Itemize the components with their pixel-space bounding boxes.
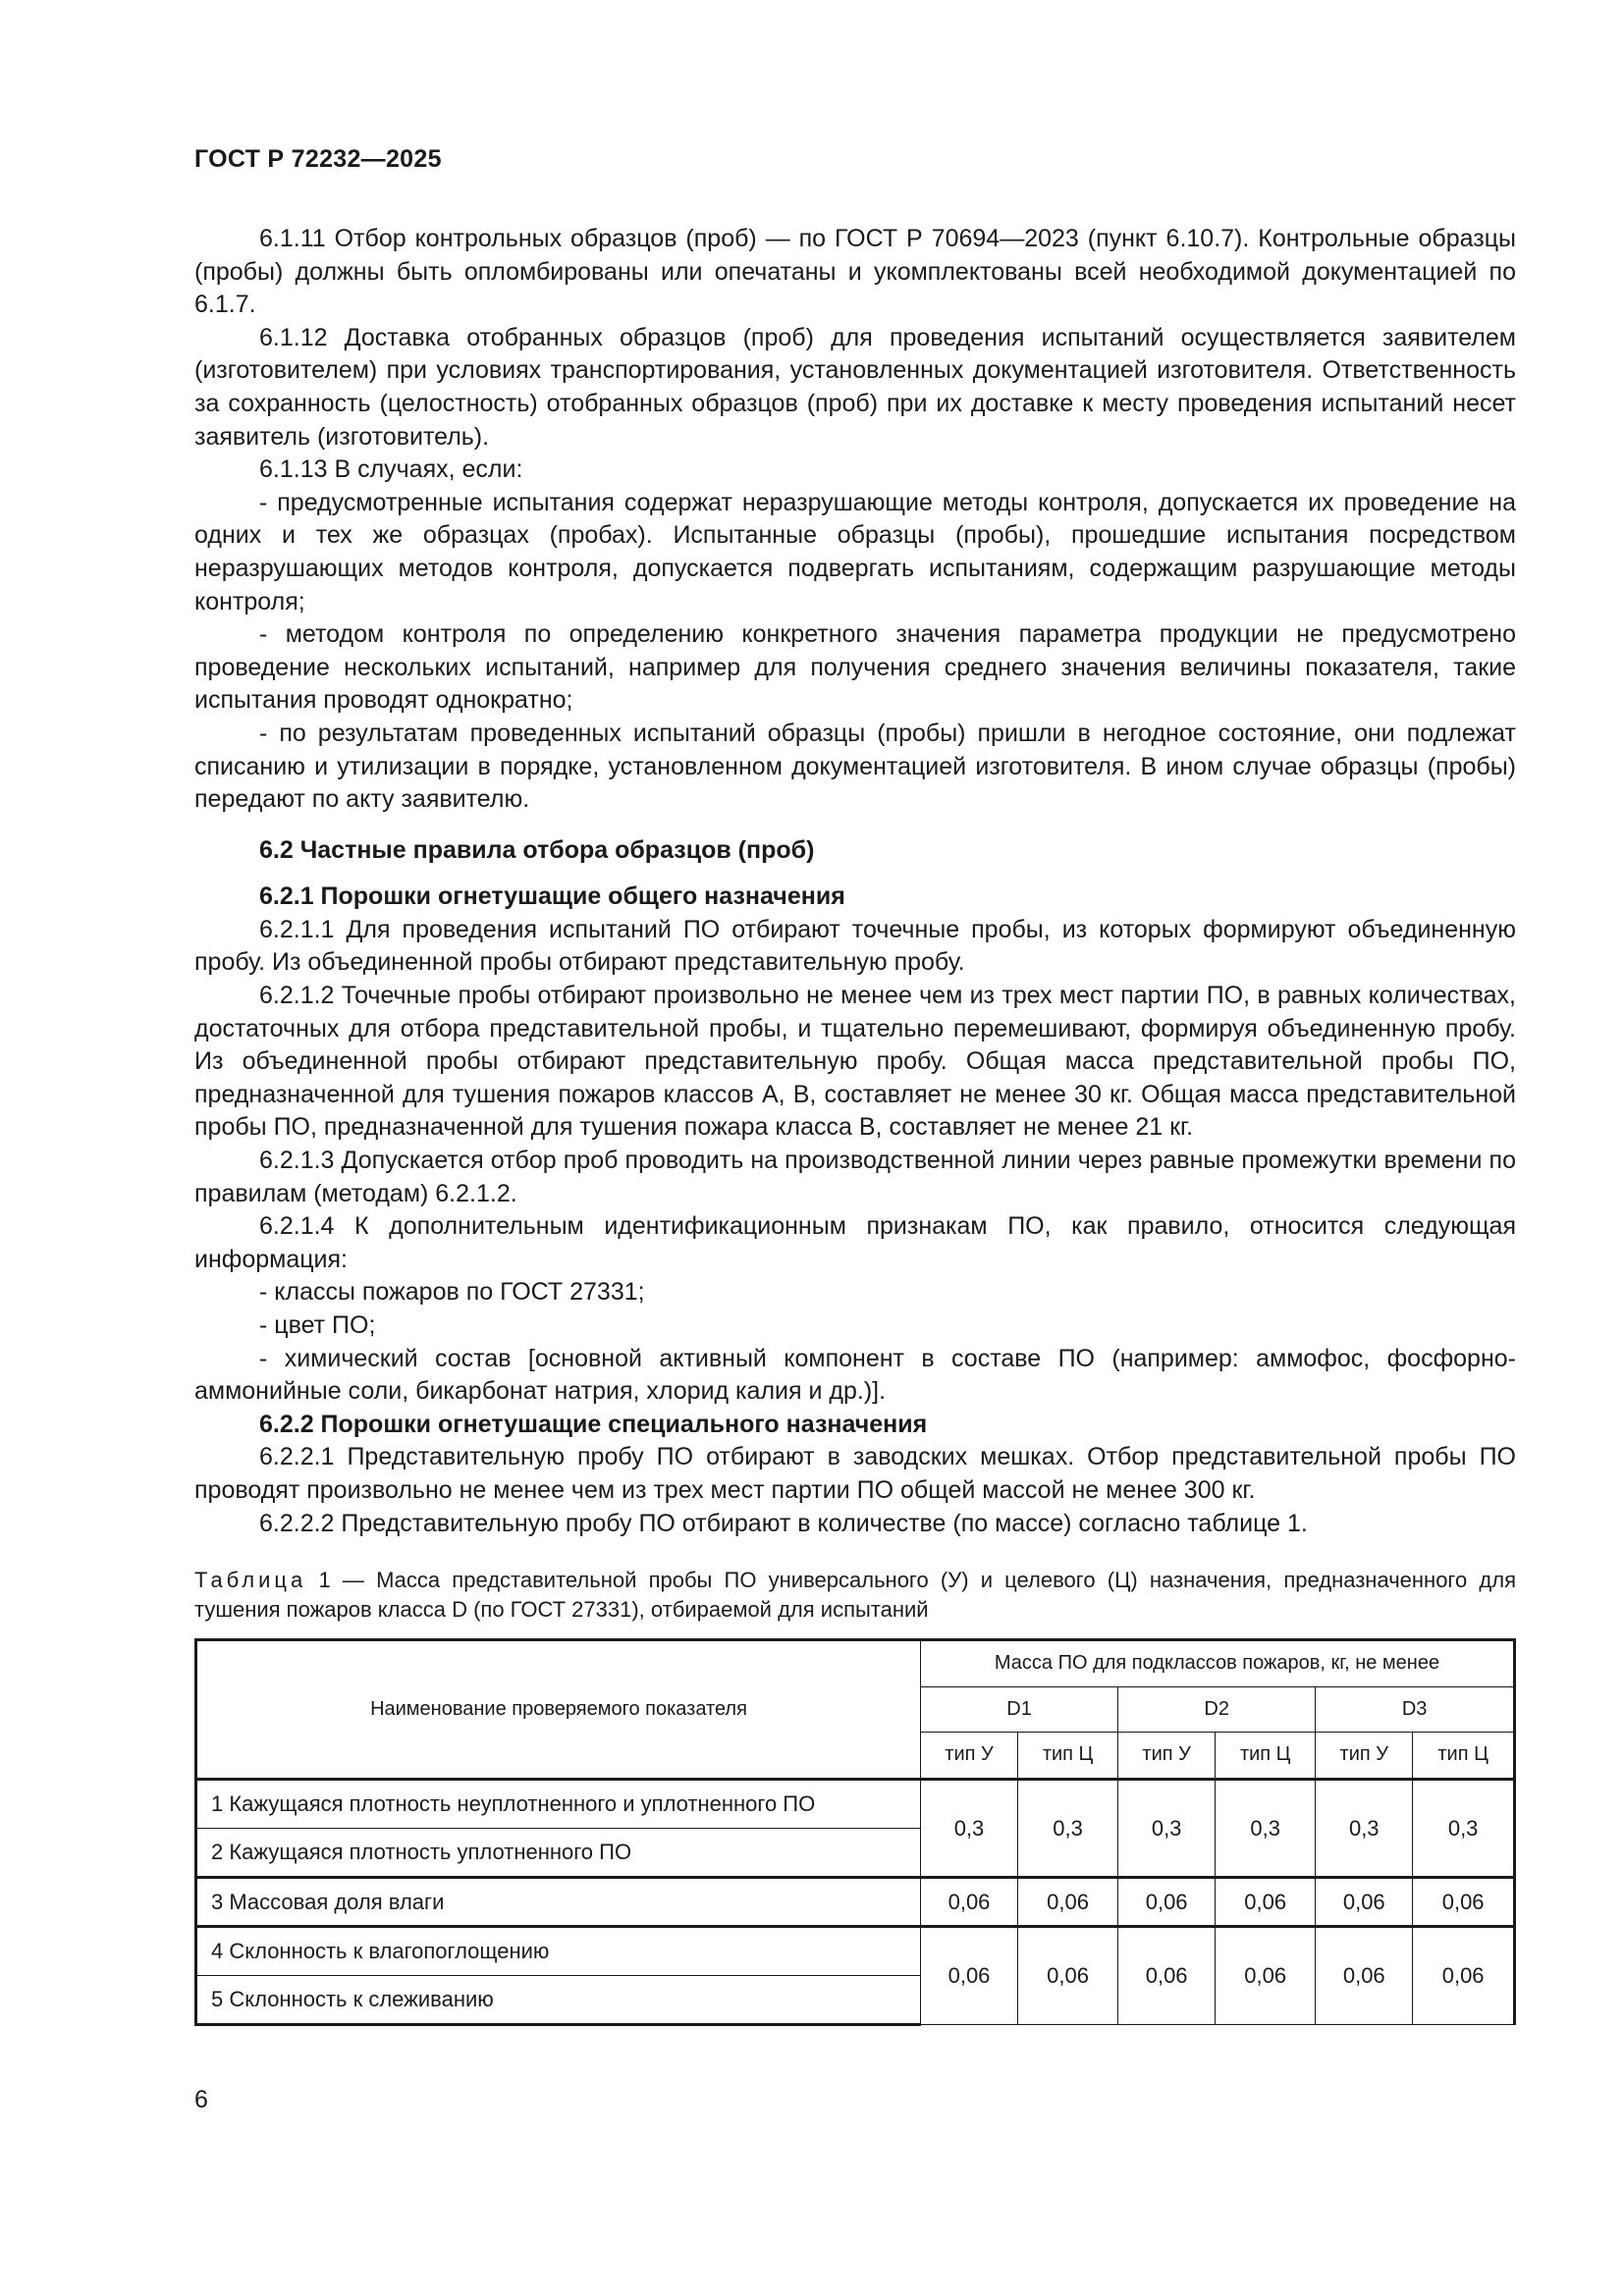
table-row bbox=[196, 1927, 1515, 1976]
paragraph-6-2-2-1: 6.2.2.1 Представительную пробу ПО отбирают в заводских мешках. Отбор представительной пробы ПО проводят произвольно не менее чем из трех мест партии ПО общей массой не менее 300 кг. bbox=[194, 1443, 1516, 1504]
type-header: тип Ц bbox=[1413, 1733, 1515, 1780]
row-name: 4 Склонность к влагопоглощению bbox=[196, 1927, 921, 1976]
paragraph-6-2-1-1: 6.2.1.1 Для проведения испытаний ПО отбирают точечные пробы, из которых формируют объединенную пробу. Из объединенной пробы отбирают представительную пробу. bbox=[194, 915, 1516, 977]
table-cell: 0,3 bbox=[1413, 1780, 1515, 1878]
table-row bbox=[196, 1878, 1515, 1927]
column-header-mass: Масса ПО для подклассов пожаров, кг, не менее bbox=[921, 1640, 1515, 1687]
class-header-d3: D3 bbox=[1316, 1687, 1515, 1733]
column-header-indicator: Наименование проверяемого показателя bbox=[196, 1640, 921, 1780]
list-item: - цвет ПО; bbox=[259, 1311, 376, 1339]
type-header: тип Ц bbox=[1216, 1733, 1316, 1780]
page-number: 6 bbox=[194, 2086, 208, 2113]
class-header-d2: D2 bbox=[1118, 1687, 1316, 1733]
table-header-row bbox=[196, 1640, 1515, 1687]
paragraph-6-2-1-3: 6.2.1.3 Допускается отбор проб проводить на производственной линии через равные промежутки времени по правилам (методам) 6.2.1.2. bbox=[194, 1147, 1516, 1207]
subsection-heading-6-2-2: 6.2.2 Порошки огнетушащие специального назначения bbox=[259, 1410, 928, 1438]
type-header: тип У bbox=[921, 1733, 1018, 1780]
table-cell: 0,06 bbox=[1018, 1927, 1118, 2025]
row-name: 2 Кажущаяся плотность уплотненного ПО bbox=[196, 1829, 921, 1878]
table-cell: 0,06 bbox=[1316, 1878, 1413, 1927]
paragraph-6-1-11: 6.1.11 Отбор контрольных образцов (проб) — по ГОСТ Р 70694—2023 (пункт 6.10.7). Контрольные образцы (пробы) должны быть опломбированы или опечатаны и укомплектованы всей необходимой документацией по 6.1.7. bbox=[194, 225, 1516, 319]
table-caption-text: 1 — Масса представительной пробы ПО универсального (У) и целевого (Ц) назначения, предназначенного для тушения пожаров класса D (по ГОСТ 27331), отбираемой для испытаний bbox=[194, 1568, 1516, 1623]
type-header: тип Ц bbox=[1018, 1733, 1118, 1780]
list-item: - методом контроля по определению конкретного значения параметра продукции не предусмотрено проведение нескольких испытаний, например для получения среднего значения величины показателя, такие испытания проводят однократно; bbox=[194, 620, 1516, 715]
table-cell: 0,3 bbox=[1316, 1780, 1413, 1878]
table-caption bbox=[194, 1566, 1516, 1625]
table-row bbox=[196, 1780, 1515, 1829]
section-heading-6-2: 6.2 Частные правила отбора образцов (проб) bbox=[259, 835, 815, 864]
paragraph-6-1-12: 6.1.12 Доставка отобранных образцов (проб) для проведения испытаний осуществляется заявителем (изготовителем) при условиях транспортирования, установленных документацией изготовителя. Ответственность за сохранность (целостность) отобранных образцов (проб) при их доставке к месту проведения испытаний несет заявитель (изготовитель). bbox=[194, 323, 1516, 451]
table-caption-label: Таблица bbox=[194, 1568, 307, 1593]
table-cell: 0,3 bbox=[921, 1780, 1018, 1878]
type-header: тип У bbox=[1118, 1733, 1216, 1780]
table-cell: 0,06 bbox=[921, 1878, 1018, 1927]
table-cell: 0,06 bbox=[1216, 1927, 1316, 2025]
row-name: 3 Массовая доля влаги bbox=[196, 1878, 921, 1927]
list-item: - классы пожаров по ГОСТ 27331; bbox=[259, 1278, 645, 1307]
row-name: 1 Кажущаяся плотность неуплотненного и уплотненного ПО bbox=[196, 1780, 921, 1829]
subsection-heading-6-2-1: 6.2.1 Порошки огнетушащие общего назначения bbox=[259, 882, 845, 911]
table-cell: 0,06 bbox=[1413, 1878, 1515, 1927]
document-header: ГОСТ Р 72232—2025 bbox=[194, 145, 442, 173]
table-cell: 0,3 bbox=[1216, 1780, 1316, 1878]
mass-table bbox=[194, 1638, 1516, 2026]
paragraph-6-2-1-2: 6.2.1.2 Точечные пробы отбирают произвольно не менее чем из трех мест партии ПО, в равных количествах, достаточных для отбора представительной пробы, и тщательно перемешивают, формируя объединенную пробу. Из объединенной пробы отбирают представительную пробу. Общая масса представительной пробы ПО, предназначенной для тушения пожаров классов А, В, составляет не менее 30 кг. Общая масса представительной пробы ПО, предназначенной для тушения пожара класса В, составляет не менее 21 кг. bbox=[194, 982, 1516, 1142]
table-cell: 0,3 bbox=[1018, 1780, 1118, 1878]
type-header: тип У bbox=[1316, 1733, 1413, 1780]
table-cell: 0,3 bbox=[1118, 1780, 1216, 1878]
table-cell: 0,06 bbox=[1118, 1878, 1216, 1927]
paragraph-6-2-1-4: 6.2.1.4 К дополнительным идентификационным признакам ПО, как правило, относится следующая информация: bbox=[194, 1212, 1516, 1273]
table-cell: 0,06 bbox=[921, 1927, 1018, 2025]
paragraph-6-2-2-2: 6.2.2.2 Представительную пробу ПО отбирают в количестве (по массе) согласно таблице 1. bbox=[259, 1509, 1308, 1537]
class-header-d1: D1 bbox=[921, 1687, 1118, 1733]
document-body bbox=[194, 223, 1516, 2026]
row-name: 5 Склонность к слеживанию bbox=[196, 1976, 921, 2025]
list-item: - химический состав [основной активный компонент в составе ПО (например: аммофос, фосфорно-аммонийные соли, бикарбонат натрия, хлорид калия и др.)]. bbox=[194, 1344, 1516, 1406]
table-cell: 0,06 bbox=[1216, 1878, 1316, 1927]
table-cell: 0,06 bbox=[1316, 1927, 1413, 2025]
table-cell: 0,06 bbox=[1413, 1927, 1515, 2025]
list-item: - предусмотренные испытания содержат неразрушающие методы контроля, допускается их проведение на одних и тех же образцах (пробах). Испытанные образцы (пробы), прошедшие испытания посредством неразрушающих методов контроля, допускается подвергать испытаниям, содержащим разрушающие методы контроля; bbox=[194, 488, 1516, 615]
table-cell: 0,06 bbox=[1118, 1927, 1216, 2025]
table-cell: 0,06 bbox=[1018, 1878, 1118, 1927]
paragraph-6-1-13: 6.1.13 В случаях, если: bbox=[259, 455, 523, 484]
list-item: - по результатам проведенных испытаний образцы (пробы) пришли в негодное состояние, они подлежат списанию и утилизации в порядке, установленном документацией изготовителя. В ином случае образцы (пробы) передают по акту заявителю. bbox=[194, 719, 1516, 814]
